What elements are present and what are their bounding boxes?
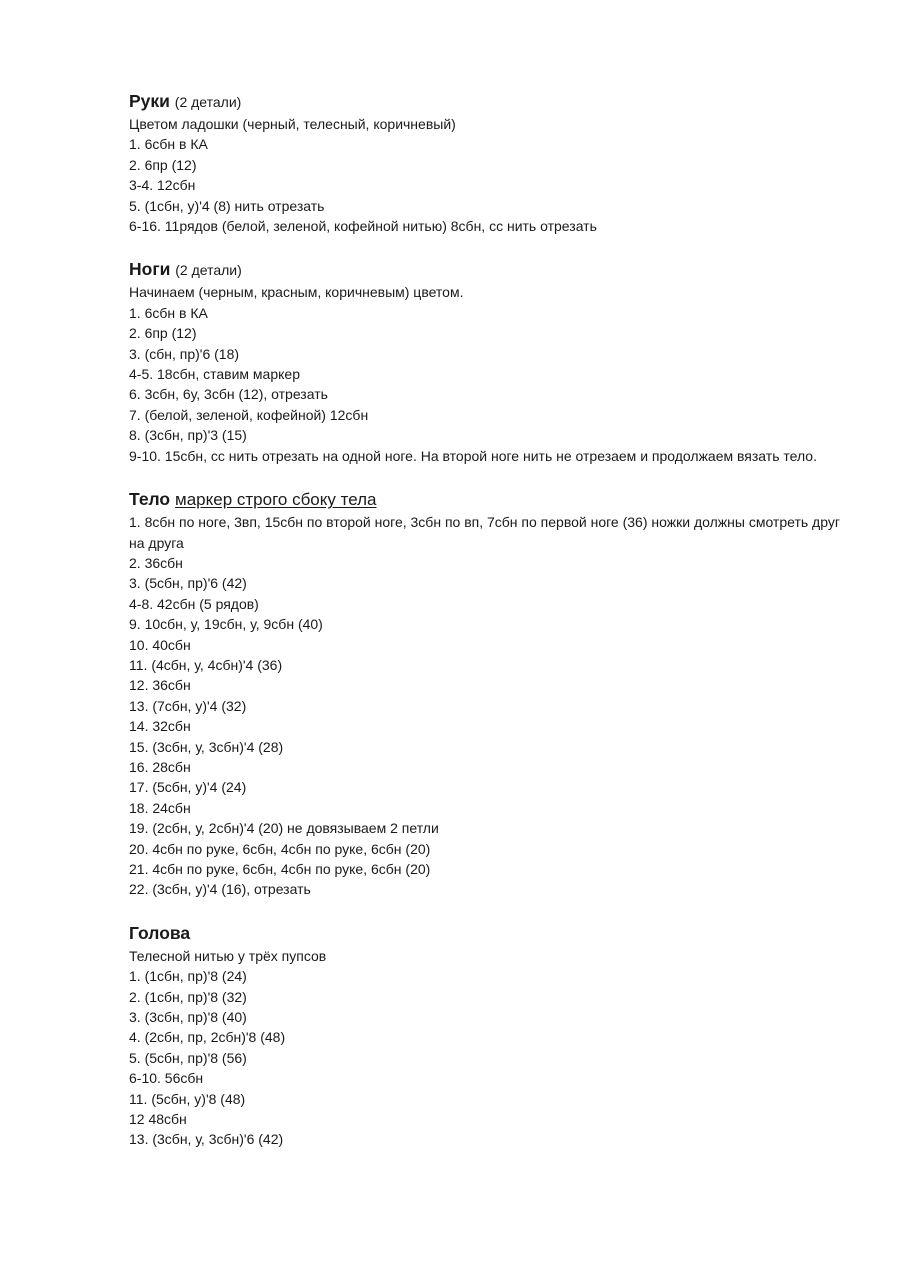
- instruction-line: 4-8. 42сбн (5 рядов): [129, 595, 259, 612]
- section-note: маркер строго сбоку тела: [175, 490, 377, 510]
- instruction-line: 3. (3сбн, пр)'8 (40): [129, 1009, 247, 1026]
- section-subtitle: (2 детали): [175, 262, 242, 279]
- instruction-line: 11. (4сбн, у, 4сбн)'4 (36): [129, 656, 283, 673]
- instruction-line: Цветом ладошки (черный, телесный, коричневый): [129, 116, 456, 132]
- section-heading: [129, 486, 859, 512]
- section-heading: [129, 256, 859, 282]
- instruction-line: 9-10. 15сбн, сс нить отрезать на одной ноге. На второй ноге нить не отрезаем и продолжаем вязать тело.: [129, 447, 817, 464]
- instruction-line: 2. 36сбн: [129, 554, 183, 571]
- section-title: Голова: [129, 922, 191, 943]
- instruction-line: 16. 28сбн: [129, 758, 191, 775]
- instruction-line: 20. 4сбн по руке, 6сбн, 4сбн по руке, 6сбн (20): [129, 840, 431, 857]
- instruction-line: 4. (2сбн, пр, 2сбн)'8 (48): [129, 1029, 286, 1046]
- section-title: Руки: [129, 91, 170, 111]
- instruction-line: 3-4. 12сбн: [129, 177, 196, 194]
- section-heading: [129, 88, 859, 114]
- instruction-line: 8. (3сбн, пр)'3 (15): [129, 427, 247, 444]
- instruction-line: 5. (1сбн, у)'4 (8) нить отрезать: [129, 197, 325, 214]
- instruction-line: 3. (5сбн, пр)'6 (42): [129, 575, 247, 592]
- instruction-line: 13. (7сбн, у)'4 (32): [129, 697, 247, 714]
- section-head: [129, 920, 859, 1150]
- instruction-line: 1. (1сбн, пр)'8 (24): [129, 968, 247, 985]
- instruction-line: Телесной нитью у трёх пупсов: [129, 947, 327, 964]
- instruction-line: 5. (5сбн, пр)'8 (56): [129, 1049, 247, 1066]
- instruction-line: 6-16. 11рядов (белой, зеленой, кофейной нитью) 8сбн, сс нить отрезать: [129, 218, 597, 235]
- instruction-line: 17. (5сбн, у)'4 (24): [129, 779, 247, 796]
- section-legs: [129, 256, 859, 466]
- instruction-line: 15. (3сбн, у, 3сбн)'4 (28): [129, 738, 284, 755]
- instruction-line: 2. 6пр (12): [129, 156, 197, 173]
- instruction-line: 21. 4сбн по руке, 6сбн, 4сбн по руке, 6сбн (20): [129, 861, 431, 877]
- instruction-line: 4-5. 18сбн, ставим маркер: [129, 366, 300, 383]
- section-arms: [129, 88, 859, 236]
- instruction-line: 10. 40сбн: [129, 636, 191, 653]
- instruction-line: 3. (сбн, пр)'6 (18): [129, 345, 240, 362]
- section-title: Ноги: [129, 259, 171, 280]
- instruction-line: 6-10. 56сбн: [129, 1070, 204, 1087]
- instruction-line: 1. 8сбн по ноге, 3вп, 15сбн по второй ноге, 3сбн по вп, 7сбн по первой ноге (36) ножки должны смотреть друг на друга: [129, 514, 840, 551]
- instruction-line: 1. 6сбн в КА: [129, 136, 208, 153]
- instruction-line: 7. (белой, зеленой, кофейной) 12сбн: [129, 406, 369, 423]
- instruction-line: 2. 6пр (12): [129, 325, 197, 342]
- section-body: [129, 486, 859, 900]
- instruction-line: 11. (5сбн, у)'8 (48): [129, 1090, 246, 1107]
- document-page: [129, 88, 859, 1150]
- instruction-line: 1. 6сбн в КА: [129, 304, 208, 321]
- instruction-line: 12. 36сбн: [129, 677, 191, 694]
- instruction-line: Начинаем (черным, красным, коричневым) цветом.: [129, 284, 464, 301]
- instruction-line: 14. 32сбн: [129, 718, 191, 735]
- section-heading: [129, 920, 859, 946]
- instruction-line: 12 48сбн: [129, 1111, 187, 1128]
- instruction-line: 13. (3сбн, у, 3сбн)'6 (42): [129, 1131, 284, 1148]
- instruction-line: 22. (3сбн, у)'4 (16), отрезать: [129, 881, 311, 898]
- instruction-line: 19. (2сбн, у, 2сбн)'4 (20) не довязываем 2 петли: [129, 820, 439, 837]
- instruction-line: 6. 3сбн, 6у, 3сбн (12), отрезать: [129, 386, 328, 403]
- section-subtitle: (2 детали): [174, 94, 242, 110]
- instruction-line: 18. 24сбн: [129, 799, 191, 816]
- instruction-line: 2. (1сбн, пр)'8 (32): [129, 988, 247, 1005]
- section-title: Тело: [129, 489, 171, 510]
- instruction-line: 9. 10сбн, у, 19сбн, у, 9сбн (40): [129, 616, 323, 633]
